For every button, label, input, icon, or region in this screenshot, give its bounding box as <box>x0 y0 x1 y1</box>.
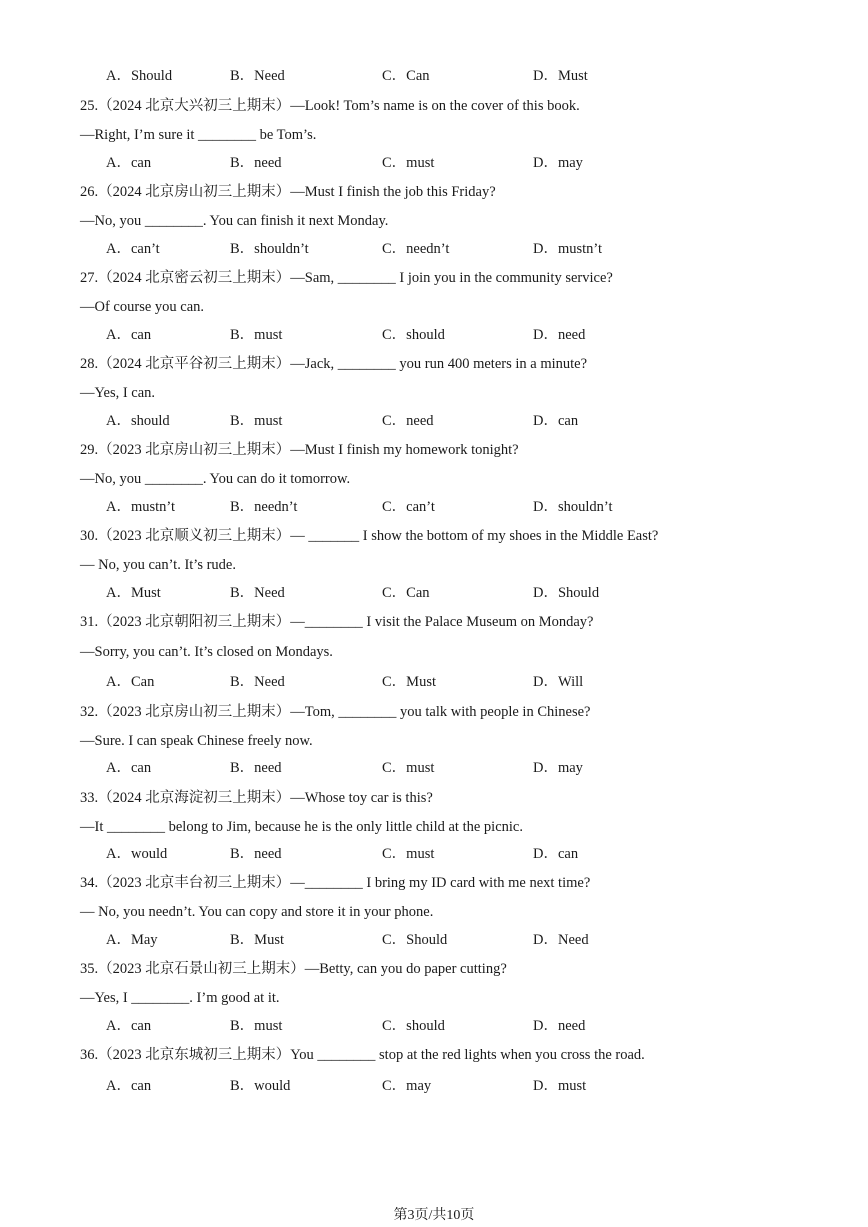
option-a[interactable]: A．would <box>106 846 168 862</box>
option-d[interactable]: D．can <box>533 846 579 862</box>
question-stem: 25.（2024 北京大兴初三上期末）—Look! Tom’s name is on the cover of this book. <box>80 98 580 114</box>
question-stem: 33.（2024 北京海淀初三上期末）—Whose toy car is this? <box>80 790 433 806</box>
option-b[interactable]: B．Need <box>230 585 285 601</box>
answer-options <box>106 583 846 603</box>
option-d[interactable]: D．can <box>533 413 579 429</box>
option-d[interactable]: D．Should <box>533 585 600 601</box>
option-c[interactable]: C．should <box>382 327 445 343</box>
dialogue-line: —Yes, I can. <box>80 385 156 401</box>
dialogue-line: — No, you can’t. It’s rude. <box>80 557 236 573</box>
option-b[interactable]: B．must <box>230 327 283 343</box>
option-d[interactable]: D．need <box>533 1018 586 1034</box>
option-d[interactable]: D．must <box>533 1078 587 1094</box>
answer-options <box>106 66 846 86</box>
option-d[interactable]: D．may <box>533 760 583 776</box>
answer-options <box>106 497 846 517</box>
dialogue-line: —Sure. I can speak Chinese freely now. <box>80 733 313 749</box>
option-d[interactable]: D．may <box>533 155 583 171</box>
option-a[interactable]: A．can <box>106 327 152 343</box>
option-b[interactable]: B．shouldn’t <box>230 241 309 257</box>
option-b[interactable]: B．need <box>230 760 282 776</box>
answer-options <box>106 411 846 431</box>
answer-options <box>106 844 846 864</box>
question-stem: 34.（2023 北京丰台初三上期末）—________ I bring my ID card with me next time? <box>80 875 591 891</box>
answer-options <box>106 1016 846 1036</box>
option-d[interactable]: D．Need <box>533 932 589 948</box>
dialogue-line: —Of course you can. <box>80 299 205 315</box>
option-b[interactable]: B．Need <box>230 68 285 84</box>
question-stem: 36.（2023 北京东城初三上期末）You ________ stop at the red lights when you cross the road. <box>80 1047 645 1063</box>
dialogue-line: —No, you ________. You can do it tomorrow. <box>80 471 351 487</box>
answer-options <box>106 930 846 950</box>
option-c[interactable]: C．needn’t <box>382 241 450 257</box>
option-a[interactable]: A．can <box>106 155 152 171</box>
option-b[interactable]: B．must <box>230 413 283 429</box>
option-d[interactable]: D．shouldn’t <box>533 499 613 515</box>
page-footer: 第3页/共10页 <box>393 1208 475 1223</box>
dialogue-line: — No, you needn’t. You can copy and store it in your phone. <box>80 904 434 920</box>
answer-options <box>106 758 846 778</box>
option-c[interactable]: C．can’t <box>382 499 435 515</box>
option-d[interactable]: D．Must <box>533 68 588 84</box>
option-a[interactable]: A．Can <box>106 674 155 690</box>
option-c[interactable]: C．Can <box>382 585 430 601</box>
option-c[interactable]: C．Can <box>382 68 430 84</box>
option-d[interactable]: D．need <box>533 327 586 343</box>
option-c[interactable]: C．need <box>382 413 434 429</box>
answer-options <box>106 1076 846 1096</box>
option-d[interactable]: D．mustn’t <box>533 241 603 257</box>
option-a[interactable]: A．mustn’t <box>106 499 176 515</box>
answer-options <box>106 672 846 692</box>
option-a[interactable]: A．should <box>106 413 170 429</box>
option-a[interactable]: A．can <box>106 1018 152 1034</box>
option-b[interactable]: B．need <box>230 846 282 862</box>
option-b[interactable]: B．must <box>230 1018 283 1034</box>
question-stem: 35.（2023 北京石景山初三上期末）—Betty, can you do paper cutting? <box>80 961 507 977</box>
option-b[interactable]: B．would <box>230 1078 291 1094</box>
question-stem: 30.（2023 北京顺义初三上期末）— _______ I show the bottom of my shoes in the Middle East? <box>80 528 659 544</box>
option-b[interactable]: B．Must <box>230 932 284 948</box>
option-b[interactable]: B．Need <box>230 674 285 690</box>
option-a[interactable]: A．can <box>106 760 152 776</box>
question-stem: 29.（2023 北京房山初三上期末）—Must I finish my homework tonight? <box>80 442 519 458</box>
question-stem: 28.（2024 北京平谷初三上期末）—Jack, ________ you run 400 meters in a minute? <box>80 356 588 372</box>
option-c[interactable]: C．Should <box>382 932 448 948</box>
answer-options <box>106 239 846 259</box>
question-stem: 27.（2024 北京密云初三上期末）—Sam, ________ I join you in the community service? <box>80 270 613 286</box>
dialogue-line: —Sorry, you can’t. It’s closed on Mondays. <box>80 644 333 660</box>
option-c[interactable]: C．must <box>382 760 435 776</box>
option-a[interactable]: A．May <box>106 932 158 948</box>
question-stem: 26.（2024 北京房山初三上期末）—Must I finish the job this Friday? <box>80 184 496 200</box>
answer-options <box>106 325 846 345</box>
option-c[interactable]: C．must <box>382 155 435 171</box>
option-c[interactable]: C．may <box>382 1078 432 1094</box>
option-c[interactable]: C．should <box>382 1018 445 1034</box>
dialogue-line: —Right, I’m sure it ________ be Tom’s. <box>80 127 317 143</box>
option-b[interactable]: B．needn’t <box>230 499 298 515</box>
dialogue-line: —Yes, I ________. I’m good at it. <box>80 990 280 1006</box>
option-a[interactable]: A．can <box>106 1078 152 1094</box>
option-a[interactable]: A．Should <box>106 68 173 84</box>
option-a[interactable]: A．Must <box>106 585 161 601</box>
option-c[interactable]: C．must <box>382 846 435 862</box>
question-stem: 31.（2023 北京朝阳初三上期末）—________ I visit the Palace Museum on Monday? <box>80 614 594 630</box>
dialogue-line: —No, you ________. You can finish it next Monday. <box>80 213 389 229</box>
dialogue-line: —It ________ belong to Jim, because he is the only little child at the picnic. <box>80 819 523 835</box>
option-a[interactable]: A．can’t <box>106 241 160 257</box>
answer-options <box>106 153 846 173</box>
option-d[interactable]: D．Will <box>533 674 584 690</box>
option-b[interactable]: B．need <box>230 155 282 171</box>
question-stem: 32.（2023 北京房山初三上期末）—Tom, ________ you talk with people in Chinese? <box>80 704 591 720</box>
option-c[interactable]: C．Must <box>382 674 436 690</box>
